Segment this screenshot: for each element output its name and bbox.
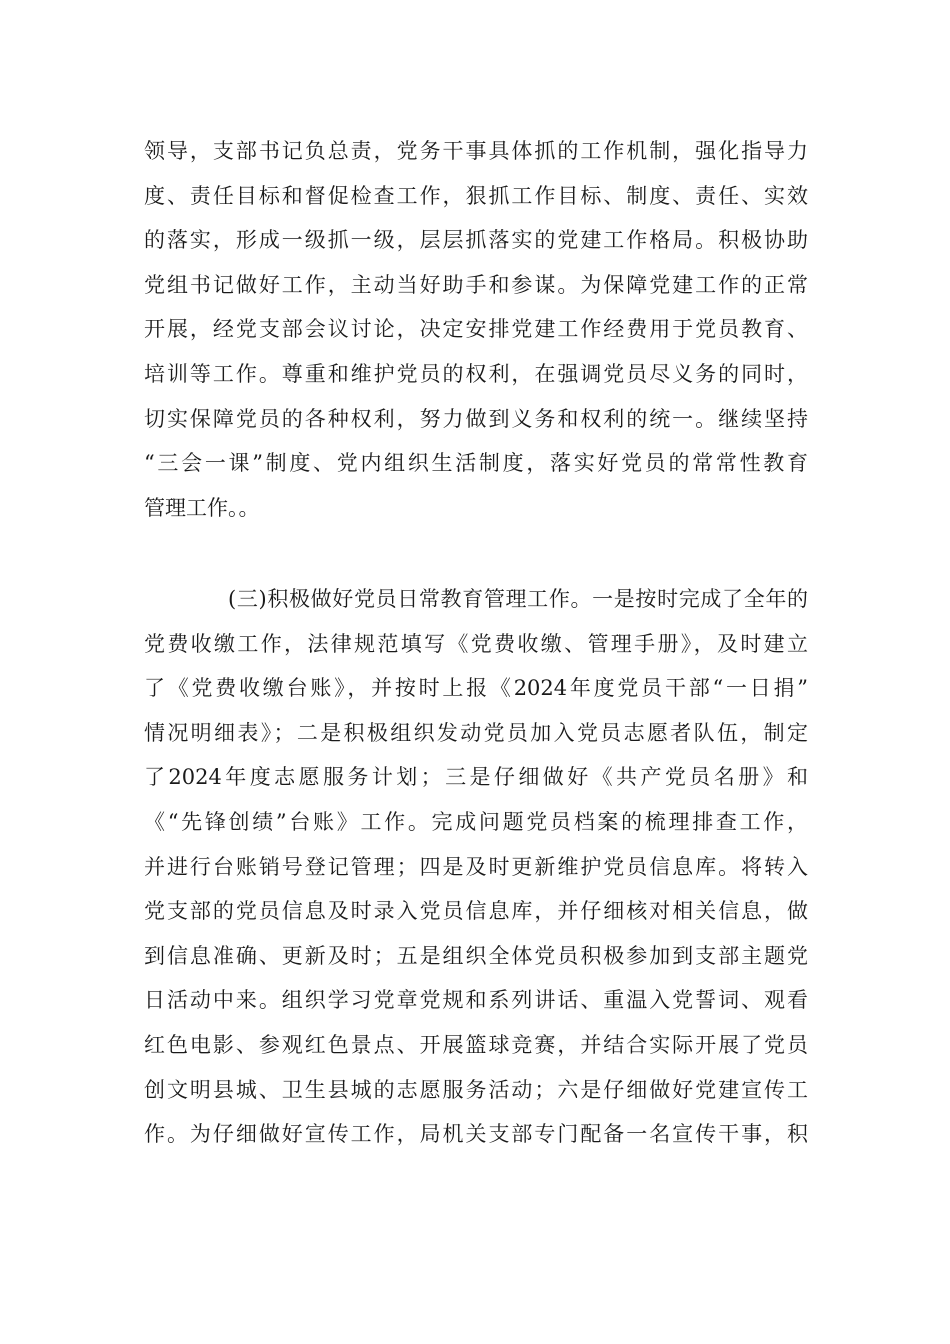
text-line: 培训等工作。尊重和维护党员的权利，在强调党员尽义务的同时， [144, 361, 808, 386]
text-line: 切实保障党员的各种权利，努力做到义务和权利的统一。继续坚持 [144, 406, 808, 431]
text-line: 到信息准确、更新及时；五是组织全体党员积极参加到支部主题党 [144, 943, 808, 968]
text-line: 日活动中来。组织学习党章党规和系列讲话、重温入党誓词、观看 [144, 988, 808, 1013]
text-line: 度、责任目标和督促检查工作，狠抓工作目标、制度、责任、实效 [144, 183, 808, 208]
text-line: 的落实，形成一级抓一级，层层抓落实的党建工作格局。积极协助 [144, 228, 808, 253]
text-line: (三)积极做好党员日常教育管理工作。一是按时完成了全年的 [228, 587, 808, 611]
text-line: 情况明细表》；二是积极组织发动党员加入党员志愿者队伍，制定 [144, 720, 808, 745]
text-line: 领导，支部书记负总责，党务干事具体抓的工作机制，强化指导力 [144, 139, 808, 163]
text-line: 开展，经党支部会议讨论，决定安排党建工作经费用于党员教育、 [144, 317, 808, 342]
text-line: “三会一课”制度、党内组织生活制度，落实好党员的常常性教育 [144, 451, 808, 476]
text-line: 党费收缴工作，法律规范填写《党费收缴、管理手册》，及时建立 [144, 631, 808, 656]
text-line: 并进行台账销号登记管理；四是及时更新维护党员信息库。将转入 [144, 854, 808, 879]
paragraph-1 [144, 129, 808, 530]
text-line: 作。为仔细做好宣传工作，局机关支部专门配备一名宣传干事，积 [144, 1122, 808, 1147]
text-line: 《“先锋创绩”台账》工作。完成问题党员档案的梳理排查工作， [144, 809, 808, 834]
paragraph-2 [144, 577, 808, 1157]
text-line: 党支部的党员信息及时录入党员信息库，并仔细核对相关信息，做 [144, 899, 808, 924]
text-line: 管理工作。。 [144, 495, 260, 520]
text-line: 创文明县城、卫生县城的志愿服务活动；六是仔细做好党建宣传工 [144, 1077, 808, 1102]
text-line: 党组书记做好工作，主动当好助手和参谋。为保障党建工作的正常 [144, 272, 808, 297]
text-line: 红色电影、参观红色景点、开展篮球竞赛，并结合实际开展了党员 [144, 1032, 808, 1057]
text-line: 了2024年度志愿服务计划；三是仔细做好《共产党员名册》和 [144, 765, 808, 790]
text-line: 了《党费收缴台账》，并按时上报《2024年度党员干部“一日捐” [144, 676, 808, 701]
